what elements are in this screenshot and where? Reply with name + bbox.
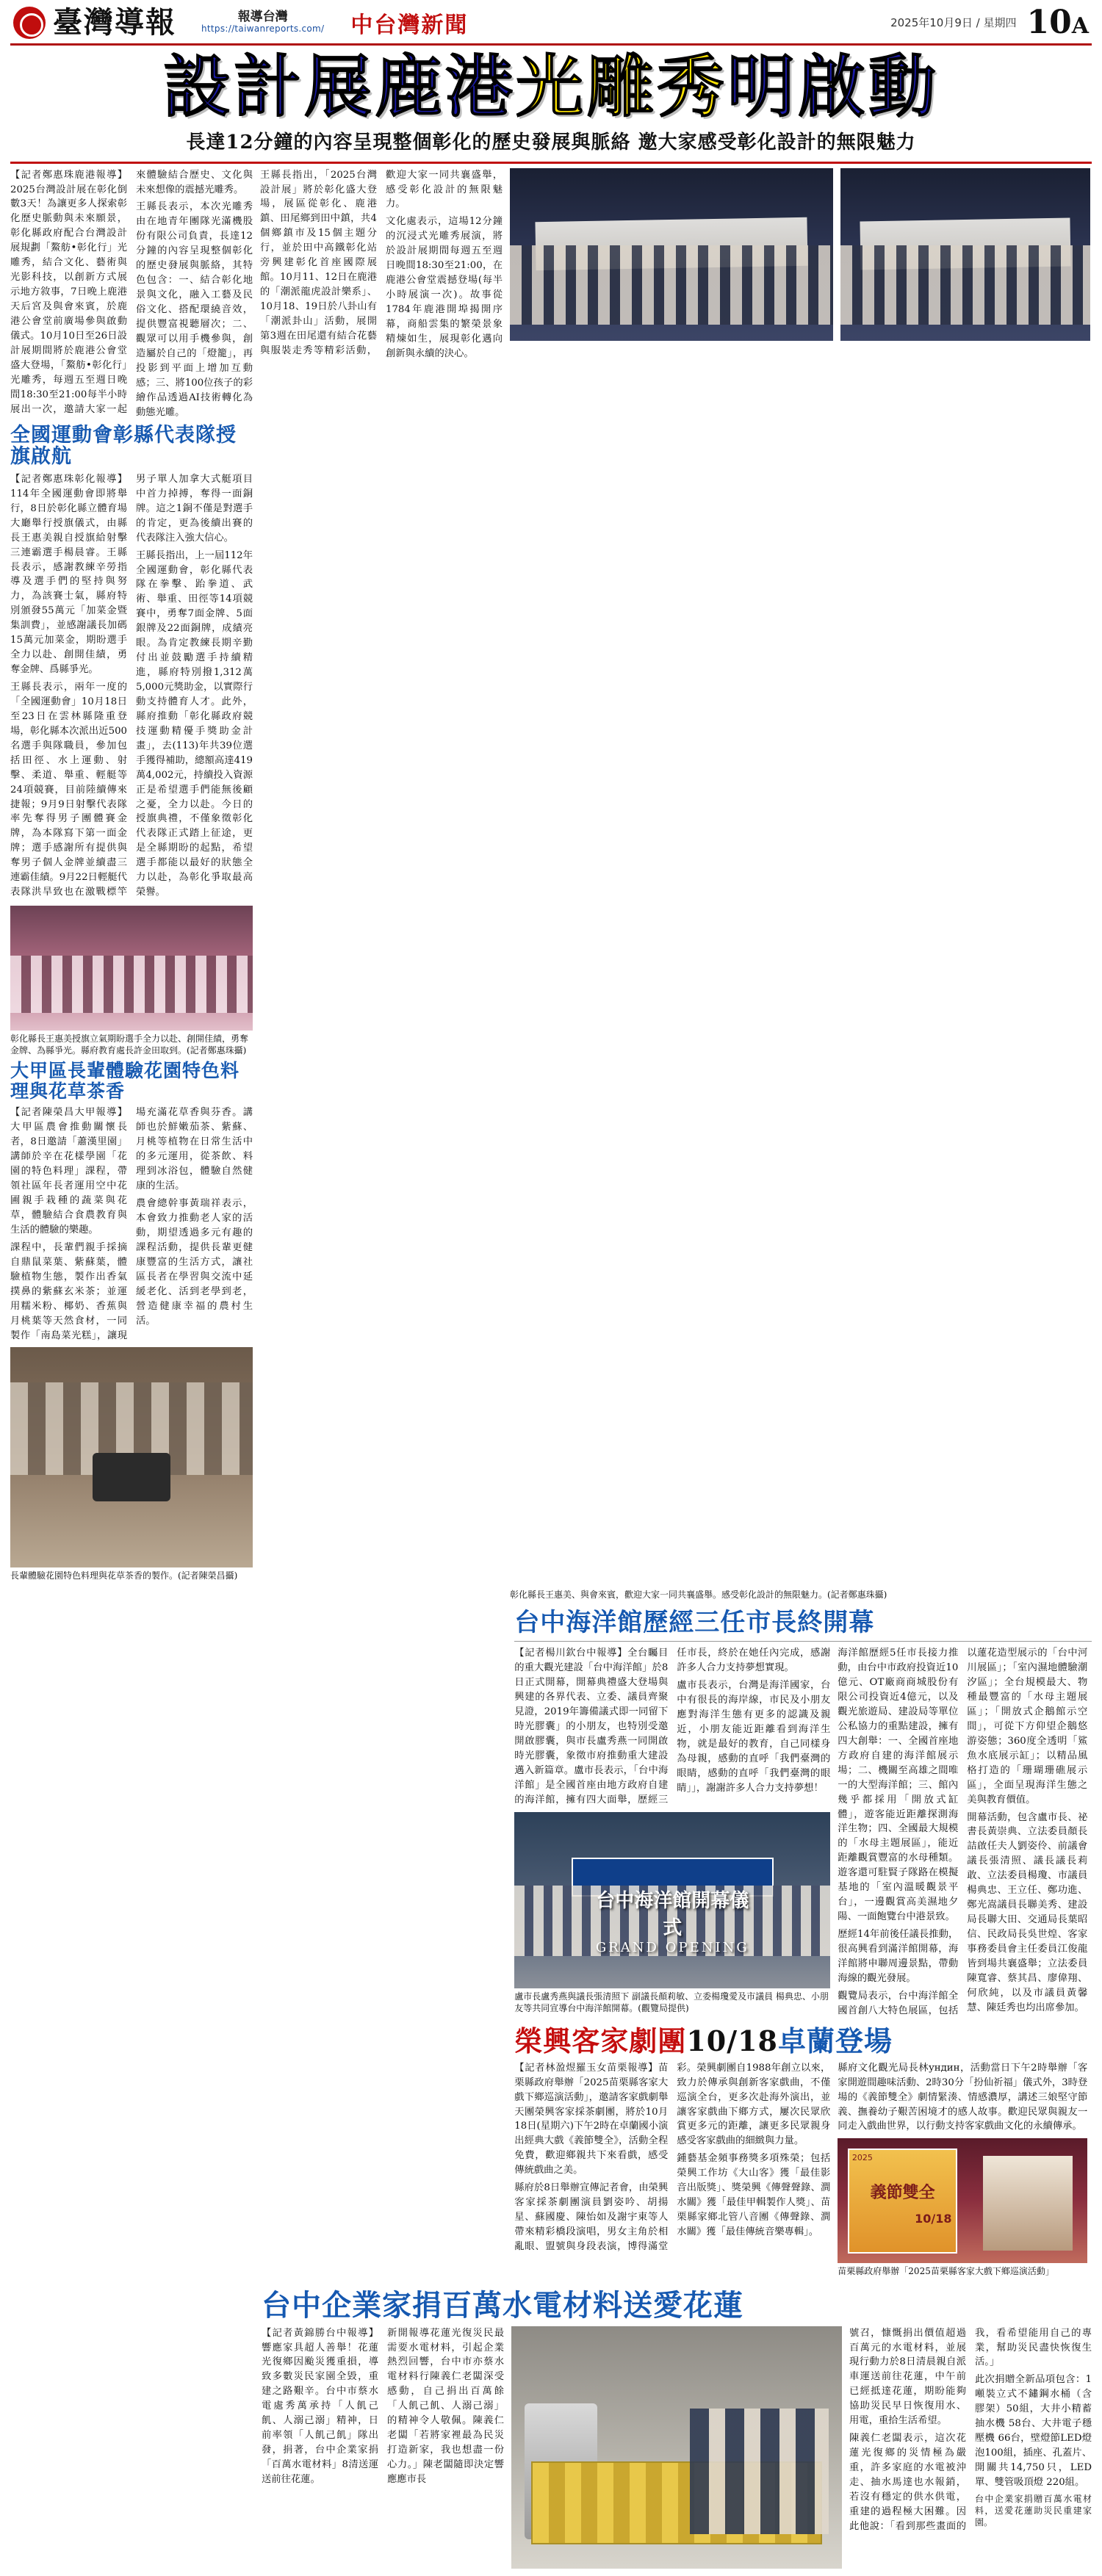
donation-para-2: 新開報導花蓮光復災民最需要水電材料，引起企業熱烈回響，台中市亦蔡水電材料行陳義仁老闆深受感動，自己捐出百萬餘「人飢己飢、人溺己溺」的精神令人敬佩。陳義仁老闆「若將家裡最為民災打造新家，我也想盡一份心力。」陳老闆隨即決定響應應市長 [387,2327,504,2485]
opera-photo-caption: 苗栗縣政府舉辦「2025苗栗縣客家大戲下鄉巡演活動」 [838,2266,1054,2277]
museum-columns [514,1646,1092,2018]
museum-section [10,1605,1092,2018]
opera-photo-performers [983,2156,1073,2251]
lead-para-3: 王縣長指出，「2025台灣設計展」將於彰化盛大登場，展區從彰化、鹿港鎮、田尾鄉到田中鎮，共4個鄉鎮市及15個主題分行，並於田中高鐵彰化站旁興建彰化首座國際展館。10月11、12日在鹿港的「潮派龍虎設計樂系」、10月18、19日於八卦山有「潮派卦山」活動，展開第3週在田尾還有結合花藝與服裝走秀等精彩活動，歡迎大家一同共襄盛舉，感受彰化設計的無限魅力。 [260,169,503,356]
opera-title-blue: 卓蘭登場 [777,2024,893,2057]
sports-photo-caption: 彰化縣長王惠美授旗立氣期盼選手全力以赴、創開佳績，勇奪金牌、為縣爭光。縣府教育處長許金田取到。(記者鄭惠珠攝) [10,1033,249,1056]
opera-section [10,2021,1092,2282]
lead-headline-block [10,46,1092,159]
masthead-right [890,3,1089,41]
paper-name: 臺灣導報 [53,4,176,40]
donation-col-photo [511,2326,842,2569]
donation-body-a [262,2326,504,2490]
museum-para-2: 盧市長表示，台灣是海洋國家，台中有很長的海岸線，市民及小朋友應對海洋生態有更多的認識及親近，小朋友能近距離看到海洋生物，就是最好的教育，自己同樣身為母親，感動的直呼「我們臺灣的眼睛，感動的直呼「我們臺灣的眼睛」」，謝謝許多人合力支持夢想！ [677,1680,831,1794]
sports-article-title: 全國運動會彰縣代表隊授旗啟航 [10,423,237,469]
dajia-para-1: 【記者陳榮昌大甲報導】大甲區農會推動關懷長者，8日邀請「蕭漢里園」講師於辛在花樣學園「花園的特色料理」課程，帶領社區年長者運用空中花圃親手栽種的蔬菜與花草，體驗結合食農教育與生活的體驗的樂趣。 [10,1107,127,1235]
page-number-value: 10 [1026,3,1072,41]
lead-article-body [10,168,253,420]
opera-article-title [514,2026,1092,2057]
opera-para-3: 鍾藝基金頻事務獎多項殊榮；包括榮興工作坊《大山客》獲「最佳影音出版獎」、獎榮興《傳聲聲錄、澗水關》獲「最佳甲輯製作人獎」、苗栗縣家鄉北管八音團《傳聲錄、澗水關》獲「最佳傳統音樂專輯」。 [677,2153,831,2238]
sports-photo [10,906,253,1031]
lead-photo-caption: 彰化縣長王惠美、與會來賓，歡迎大家一同共襄盛舉。感受彰化設計的無限魅力。(記者鄭惠珠攝) [510,1589,887,1600]
donation-article-title: 台中企業家捐百萬水電材料送愛花蓮 [262,2287,743,2323]
donation-para-1: 【記者黃錦勝台中報導】響應家具超人善舉！花蓮光復鄉因颱災獲重損，導致多數災民家園全毀，重建之路艱辛。台中市蔡水電處秀萬承持「人飢己飢、人溺己溺」精神，日前率領「人飢己飢」隊出發，捐著，台中企業家捐「百萬水電材料」8清送運送前往花蓮。 [262,2327,378,2485]
lead-photo-right [840,168,1090,341]
opera-poster-year: 2025 [851,2153,873,2162]
divider-red [10,162,1092,164]
opera-columns [514,2061,1092,2282]
donation-section [10,2285,1092,2569]
lead-para-2: 王縣長表示，本次光雕秀由在地青年團隊光滿機股份有限公司負責，長達12分鐘的內容呈現整個彰化的歷史發展與脈絡，其特色包含：一、結合彰化地景與文化，融入工藝及民俗文化、搭配環繞音效，提供豐富視聽層次；二、觀眾可以用手機參與，創造屬於自己的「燈籠」，再投影到平面上增加互動感；三、將100位孩子的彩繪作品透過AI技術轉化為動態光雕。 [136,201,253,418]
page-number [1026,3,1089,41]
opera-poster-title: 義節雙全 [870,2184,935,2202]
opera-col-a [514,2061,830,2282]
dajia-photo-caption: 長輩體驗花園特色料理與花草茶香的製作。(記者陳榮昌攝) [10,1570,238,1581]
donation-body-b [849,2326,1092,2534]
dajia-article-title: 大甲區長輩體驗花園特色料理與花草茶香 [10,1060,240,1102]
opera-poster [848,2149,958,2254]
museum-article-title: 台中海洋館歷經三任市長終開幕 [514,1607,875,1637]
lead-para-4: 文化處表示，這場12分鐘的沉浸式光雕秀展演，將於設計展期間每週五至週日晚間18:30至21:00，在鹿港公會堂震撼登場(每半小時展演一次)。故事從1784年鹿港開埠揭開序幕，商船雲集的繁榮景象精煉如生，展現彰化邁向創新與永續的決心。 [386,216,503,359]
dajia-para-3: 農會總幹事黃瑞祥表示，本會致力推動老人家的活動，期望透過多元有趣的課程活動，提供長輩更健康豐富的生活方式，讓社區長者在學習與交流中延緩老化、活到老學到老，營造健康幸福的農村生活。 [136,1198,253,1327]
opera-body-b [838,2061,1087,2135]
lead-photo-people [510,245,833,325]
museum-block [514,1605,1092,2018]
masthead-cn-label: 報導台灣 [237,9,288,24]
dajia-photo-pot [93,1453,170,1501]
lead-caption-row [10,1587,1092,1605]
opera-para-2: 縣府於8日舉辦宣傳記者會，由榮興客家採茶劇團演員劉姿吟、胡揚星、蘇國慶、陳怡如及謝宇東等人帶來精彩橋段演唱，男女主角於相亂眼、盟號與身段表演，博得滿堂彩。榮興劇團自1988年創立以來，致力於傳承與創新客家戲曲，不僅巡演全台，更多次赴海外演出，並讓客家戲曲下鄉方式，屢次民眾欣賞更多元的距離，讓更多民眾親身感受客家戲曲的細緻與力量。 [514,2062,831,2252]
museum-para-4: 歷經14年前後任議長推動，很高興看到滿洋館開幕，海洋館將申聯周邊景點，帶動海線的觀光發展。 [838,1929,959,1984]
opera-photo [838,2138,1087,2263]
masthead-center [201,10,324,35]
lead-photo-right-people [840,245,1090,325]
opera-para-4: 縣府文化觀光局長林ундин，活動當日下午2時舉辦「客家開遊間趣味活動、2時30分「扮仙祈福」儀式外，3時登場的《義節雙全》劇情緊湊、情感濃厚，講述三娘堅守節義、撫養幼子艱苦困境才的感人故事。歡迎民眾與親友一同走入戲曲世界，以行動支持客家戲曲文化的永續傳承。 [838,2062,1088,2132]
museum-photo [514,1812,830,1988]
lead-headline [10,47,1092,126]
museum-overlay-en: GRAND OPENING [595,1940,749,1956]
column-1 [10,168,253,1587]
museum-divider [514,1641,1092,1642]
section-badge: 中台灣新聞 [350,12,469,38]
opera-body-a [514,2061,830,2254]
opera-poster-date: 10/18 [915,2212,952,2226]
museum-para-6: 開幕活動，包含盧市長、祕書長黃崇典、立法委員顏長詰啟任夫人劉姿伶、前議會議長張清照、議長議長莉敢、立法委員楊瓊、市議員楊典忠、王立任、鄭功進、鄭光嵩議員長聯美秀、建設局長聯大田、交通局長葉昭信、民政局長吳世煌、客家事務委員會主任委員江俊龍皆到場共襄盛舉；立法委員陳寬睿、蔡其昌、廖偉翔、何欣純，以及市議員黃馨慧、陳廷秀也均出席參加。 [967,1811,1088,2013]
sports-para-1: 【記者鄭惠珠彰化報導】114年全國運動會即將舉行，8日於彰化縣立體育場大廳舉行授旗儀式，由縣長王惠美親自授旗給射擊三連霸選手楊晨睿。王縣長表示，感謝教練辛勞指導及選手們的堅持與努力，為該賽士氣，縣府特別頒發55萬元「加菜金暨集訓費」，並感謝議長加碼15萬元加菜金，期盼選手全力以赴、創開佳績，勇奪金牌、爲縣爭光。 [10,473,127,676]
museum-overlay-cn: 台中海洋館開幕儀式 [596,1890,749,1940]
sports-para-3: 王縣長指出，上一屆112年全國運動會，彰化縣代表隊在拳擊、跆拳道、武術、舉重、田徑等14項競賽中，勇奪7面金牌、5面銀牌及22面銅牌，成績亮眼。為肯定教練長期辛勤付出並鼓勵選手持續精進，縣府特別撥1,312萬5,000元獎助金，以實際行動支持體育人才。此外，縣府推動「彰化縣政府競技運動精優手獎助金計畫」，去(113)年共39位選手獲得補助，總額高達419萬4,002元，持續投入資源正是希望選手們能無後顧之憂，全力以赴。今日的授旗典禮，不僅象徵彰化代表隊正式踏上征途，更是全縣期盼的起點，希望選手都能以最好的狀態全力以赴，為彰化爭取最高榮譽。 [136,549,253,898]
sports-para-2: 王縣長表示，兩年一度的「全國運動會」10月18日至23日在雲林縣隆重登場，彰化縣本次派出近500名選手與隊職員，參加包括田徑、水上運動、射擊、柔道、舉重、輕艇等24項競賽，目前陸續傳來捷報；9月9日射擊代表隊率先奪得男子團體賽金牌，為本隊寫下第一面金牌；選手感謝所有提供與奪男子個人金牌並續盡三連霸佳績。9月22日輕艇代表隊洪旱致也在激戰標竿男子單人加拿大式艇項目中首力掉搏，奪得一面銅牌。這之1銅不僅是對選手的肯定，更為後續出賽的代表隊注入強大信心。 [10,473,253,898]
museum-col-b [838,1646,1087,2018]
dajia-article-body [10,1105,253,1343]
donation-columns [262,2326,1092,2569]
column-2 [260,168,503,361]
headline-highlight: 光雕秀 [515,47,727,126]
museum-para-1: 【記者楊川欽台中報導】全台矚目的重大觀光建設「台中海洋館」於8日正式開幕，開幕典禮盛大登場與興建的各界代表、立委、議員齊聚見證，2019年籌備議式即一同留下時光膠囊」的小朋友，也特別受邀開啟膠囊，與市長盧秀燕一同開啟時光膠囊，象徵市府推動重大建設邁入新篇章。盧市長表示，「台中海洋館」是全國首座由地方政府自建的海洋館，擁有四大面舉，歷經三任市長，終於在她任內完成，感謝許多人合力支持夢想實現。 [514,1648,831,1805]
donation-col-a [262,2326,504,2569]
headline-part-2: 明啟動 [727,47,940,126]
donation-para-4: 陳義仁老闆表示，這次花蓮光復鄉的災情極為嚴重，許多家庭的水電被沖走、抽水馬達也水報銷，若沒有穩定的供水供電，重建的過程極大困難。因此他說：「看到那些畫面的我，看希望能用自己的專業，幫助災民盡快恢復生活。」 [849,2327,1092,2532]
museum-para-5: 觀覽局表示，台中海洋館全國首創八大特色展區，包括以蓮花造型展示的「台中河川展區」；「室內濕地體驗潮汐區」；全台規模最大、物種最豐富的「水母主題展區」；「開放式企鵝館示空間」，可從下方仰望企鵝悠游姿態；360度全透明「鯊魚水底展示缸」；以精品風格打造的「珊瑚珊礁展示區」，全面呈現海洋生態之美與教育價值。 [838,1648,1088,2016]
column-3 [510,168,833,341]
lead-subhead: 長達12分鐘的內容呈現整個彰化的歷史發展與脈絡 邀大家感受彰化設計的無限魅力 [186,131,916,154]
donation-para-3: 號召，慷慨捐出價值超過百萬元的水電材料，並展現行動力於8日清晨親自派車運送前往花蓮，中午前已經抵達花蓮，期盼能夠協助災民早日恢復用水、用電，重拾生活希望。 [849,2327,966,2427]
opera-para-1: 【記者林盈煜羅玉女苗栗報導】苗栗縣政府舉辦「2025苗栗縣客家大戲下鄉巡演活動」，邀請客家戲劇舉天團榮興客家採茶劇團，將於10月18日(星期六)下午2時在卓蘭國小演出經典大戲《義節雙全》，活動全程免費，歡迎鄉親共下來看戲，感受傳統戲曲之美。 [514,2062,669,2176]
top-section [10,168,1092,1587]
museum-body-b [838,1646,1087,2018]
lead-photo [510,168,833,341]
museum-body-a [514,1646,830,1807]
sports-article-body [10,472,253,901]
page-number-suffix: A [1071,12,1089,39]
sports-photo-people [10,956,253,1013]
masthead [10,0,1092,46]
donation-col-b [849,2326,1092,2569]
dajia-para-2: 課程中，長輩們親手採摘自鼎鼠菜葉、紫蘇葉，體驗植物生態，製作出香氣撲鼻的紫蘇玄米茶；並運用糯米粉、椰奶、香蕉與月桃葉等天然食材，一同製作「南島菜光糕」，讓現場充滿花草香與芬香。講師也於鮮嫩茄茶、紫蘇、月桃等植物在日常生活中的多元運用，從茶飲、料理到冰浴包，體驗自然健康的生活。 [10,1107,253,1341]
donation-block [262,2285,1092,2569]
headline-part-1: 設計展鹿港 [162,47,516,126]
lead-article-body-cont [260,168,503,361]
museum-para-3: 海洋館歷經5任市長接力推動，由台中市政府投資近10億元、OT廠商商城股份有限公司投資近4億元，以及觀光旅遊局、建設局等單位公私協力的重點建設，擁有四大創舉：一、全國首座地方政府自建的海洋館展示場；二、機關至高雄之間唯一的大型海洋館；三、館內幾乎都採用「開放式缸體」，遊客能近距離探測海洋生物；四、全國最大規模的「水母主題展區」，能近距離觀賞豐富的水母種類。遊客還可駐賢子隊路在模擬基地的「室內溫暖觀景平台」，一邊觀賞高美濕地夕陽、一面飽覽台中港景致。 [838,1648,959,1923]
masthead-url[interactable]: https://taiwanreports.com/ [201,24,325,35]
lead-para-1: 【記者鄭惠珠鹿港報導】2025台灣設計展在彰化倒數3天！為讓更多人探索彰化歷史脈動與未來願景，彰化縣政府配合台灣設計展規劃「鰲舫•彰化行」光雕秀，結合文化、藝術與光影科技，以創新方式展示地方敘事，7日晚上鹿港天后宮及與會來賓，於鹿港公會堂前廣場參與啟動儀式。10月10日至26日設計展期間將於鹿港公會堂盛大登場，「鰲舫•彰化行」光雕秀，每週五至週日晚間18:30至21:00每半小時展出一次，邀請大家一起來體驗結合歷史、文化與未來想像的震撼光雕秀。 [10,169,253,415]
opera-block [514,2021,1092,2282]
museum-col-a [514,1646,830,2018]
opera-title-black: 10/18 [686,2024,778,2057]
donation-para-5: 此次捐贈全新品項包含：1噸裝立式不鏽鋼水桶（含膠架）50組，大井小精蓄抽水機 58台、大井電子穩壓機 66台，壁燈節LED燈泡100組，插座、孔蓋片、開關共14,750只，LED單、雙管吸頂燈 220組。 [975,2374,1092,2488]
donation-photo-caption: 台中企業家捐贈百萬水電材料，送愛花蓮助災民重建家園。 [975,2493,1092,2528]
opera-col-b [838,2061,1087,2282]
column-4 [840,168,1090,341]
opera-title-red: 榮興客家劇團 [514,2024,687,2057]
donation-photo [511,2326,842,2569]
dajia-photo [10,1347,253,1567]
donation-photo-people [690,2409,829,2535]
museum-photo-caption: 盧市長盧秀燕與議長張清照下 副議長顏莉敏、立委楊瓊愛及市議員 楊典忠、小朋友等共同宣導台中海洋館開幕。(觀覽局提供) [514,1991,829,2013]
paper-logo-icon [13,7,46,39]
publication-date: 2025年10月9日 / 星期四 [890,16,1017,29]
museum-photo-overlay [594,1886,752,1955]
